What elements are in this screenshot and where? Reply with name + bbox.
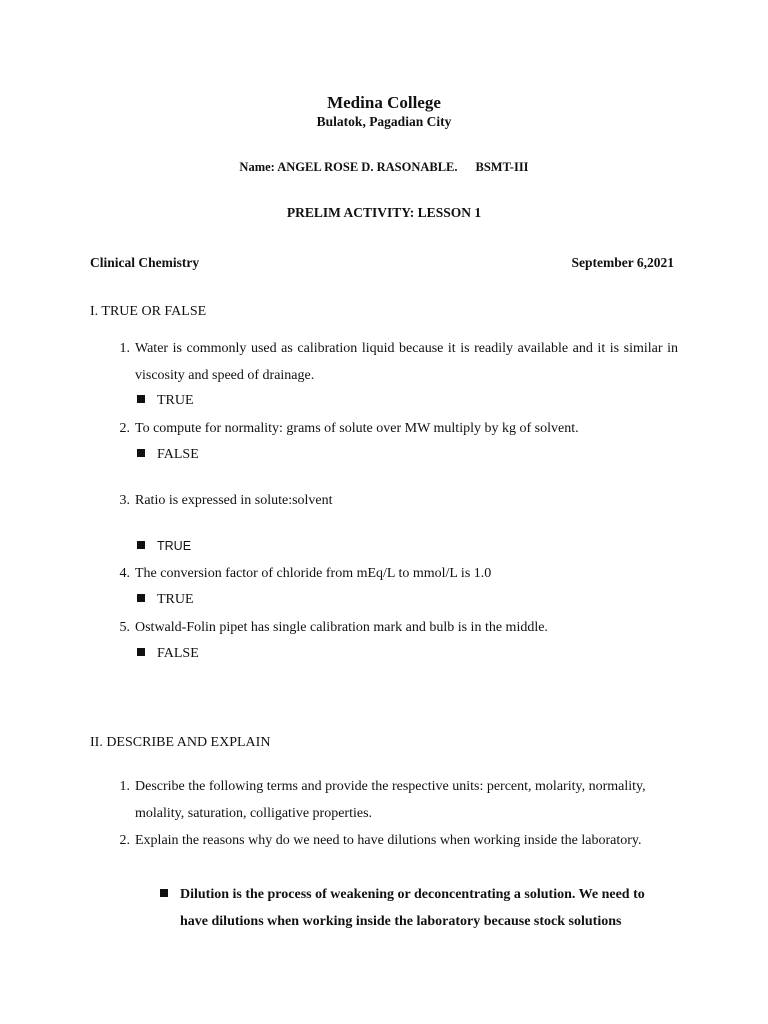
question-text: Explain the reasons why do we need to have dilutions when working inside the laboratory. <box>135 833 642 848</box>
answer-item <box>137 391 194 411</box>
college-name: Medina College <box>327 93 441 112</box>
question-text: The conversion factor of chloride from mEq/L to mmol/L is 1.0 <box>135 566 492 581</box>
answer-text: TRUE <box>157 592 194 607</box>
answer-item <box>137 644 199 664</box>
student-name: Name: ANGEL ROSE D. RASONABLE. <box>239 160 458 174</box>
question-text: Describe the following terms and provide the respective units: percent, molarity, normality, molality, saturation, colligative properties. <box>135 779 646 821</box>
answer-text: TRUE <box>157 393 194 408</box>
section-title-describe-explain: II. DESCRIBE AND EXPLAIN <box>90 735 271 750</box>
section-title-true-false: I. TRUE OR FALSE <box>90 304 207 319</box>
date-label: September 6,2021 <box>571 255 674 270</box>
question-text: To compute for normality: grams of solute over MW multiply by kg of solvent. <box>135 421 579 436</box>
question-item <box>110 773 678 827</box>
answer-item <box>137 536 191 556</box>
answer-item <box>137 445 199 465</box>
question-number: 1. <box>119 779 130 794</box>
answer-text: TRUE <box>157 539 192 553</box>
square-bullet-icon <box>137 449 145 457</box>
subject-label: Clinical Chemistry <box>90 255 200 270</box>
question-item <box>110 560 678 587</box>
question-item <box>110 415 678 442</box>
question-text: Water is commonly used as calibration liquid because it is readily available and it is similar in viscosity and speed of drainage. <box>135 341 678 383</box>
square-bullet-icon <box>160 889 168 897</box>
question-number: 4. <box>119 566 130 581</box>
question-number: 5. <box>119 620 130 635</box>
question-item <box>110 335 678 389</box>
question-number: 1. <box>119 341 130 356</box>
student-name-line <box>0 160 768 175</box>
question-item <box>110 827 678 854</box>
question-text: Ratio is expressed in solute:solvent <box>135 493 333 508</box>
activity-title: PRELIM ACTIVITY: LESSON 1 <box>286 205 482 220</box>
square-bullet-icon <box>137 648 145 656</box>
square-bullet-icon <box>137 541 145 549</box>
question-text: Ostwald-Folin pipet has single calibration mark and bulb is in the middle. <box>135 620 548 635</box>
square-bullet-icon <box>137 594 145 602</box>
course-label: BSMT-III <box>475 160 529 174</box>
question-item <box>110 614 678 641</box>
answer-paragraph <box>160 881 675 935</box>
answer-text: FALSE <box>157 646 199 661</box>
college-address: Bulatok, Pagadian City <box>316 114 452 129</box>
question-item <box>110 487 678 514</box>
answer-item <box>137 590 194 610</box>
answer-text: FALSE <box>157 447 199 462</box>
question-number: 3. <box>119 493 130 508</box>
question-number: 2. <box>119 833 130 848</box>
square-bullet-icon <box>137 395 145 403</box>
question-number: 2. <box>119 421 130 436</box>
answer-text: Dilution is the process of weakening or deconcentrating a solution. We need to have dilutions when working inside the laboratory because stock solutions <box>180 887 645 929</box>
